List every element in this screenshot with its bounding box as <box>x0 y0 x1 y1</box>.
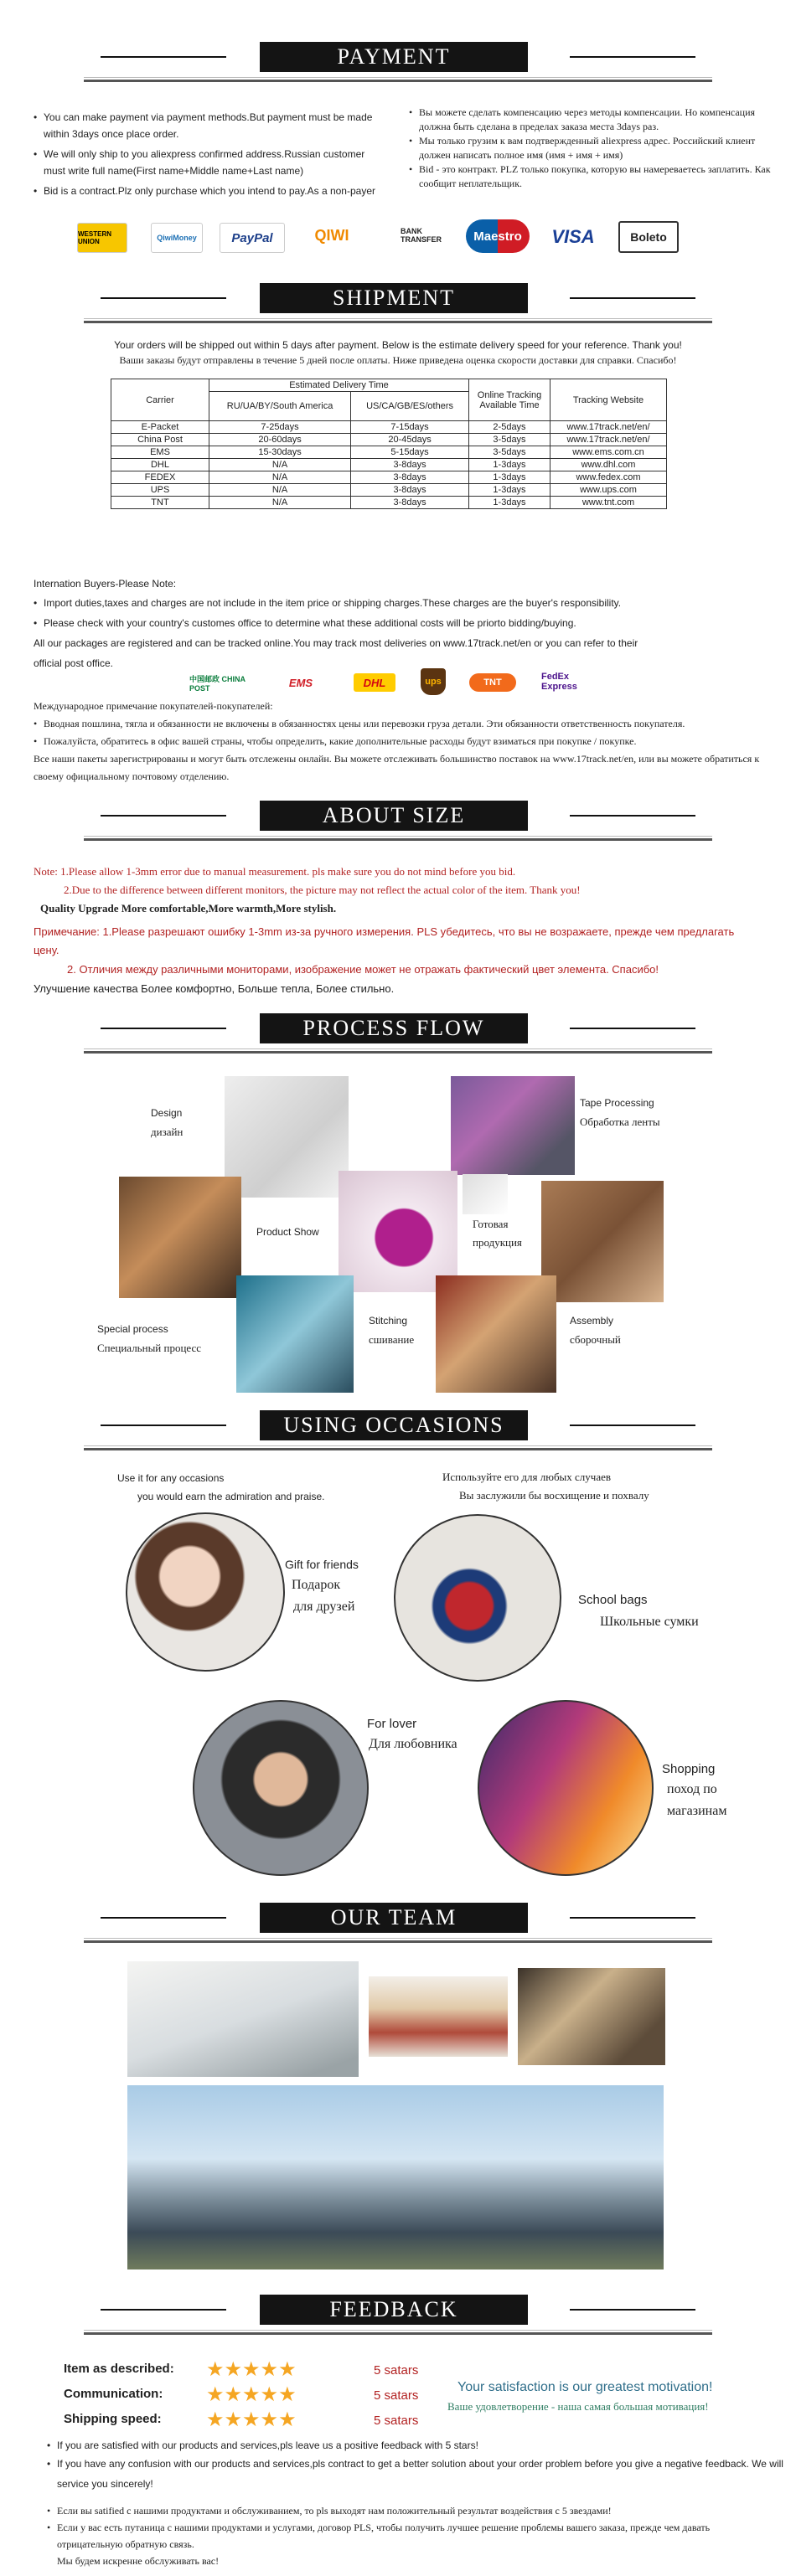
table-cell: N/A <box>209 497 351 509</box>
gift-photo <box>126 1512 285 1672</box>
table-row <box>111 459 667 471</box>
table-cell: 3-8days <box>351 471 469 484</box>
table-row <box>111 446 667 459</box>
table-cell: UPS <box>111 484 209 497</box>
design-label-ru: дизайн <box>151 1126 183 1138</box>
stars-icon: ★★★★★ <box>206 2383 297 2406</box>
about-size-banner <box>0 792 796 842</box>
school-label-ru: Школьные сумки <box>600 1615 699 1629</box>
occasions-intro-ru-1: Используйте его для любых случаев <box>442 1471 612 1483</box>
th-online: Online Tracking Available Time <box>469 379 550 421</box>
payment-note-1: • You can make payment via payment methods.But payment must be made within 3days once place order. <box>34 109 385 142</box>
stitching-photo <box>541 1181 664 1302</box>
product-show-label: Product Show <box>256 1226 319 1238</box>
shopping-label: Shopping <box>662 1762 716 1776</box>
motto-en: Your satisfaction is our greatest motivation! <box>457 2380 713 2394</box>
rating-value: 5 satars <box>374 2388 419 2403</box>
table-cell: 7-25days <box>209 421 351 434</box>
table-cell: 3-5days <box>469 446 550 459</box>
special-label-ru: Специальный процесс <box>97 1342 202 1354</box>
lover-label: For lover <box>367 1717 417 1731</box>
payment-note-2: • We will only ship to you aliexpress confirmed address.Russian customer must write full name(First name+Middle name+Last name) <box>34 146 385 179</box>
ship-note-2: • Please check with your country's customes office to determine what these additional costs will be priorto bidding/buying. <box>34 613 670 633</box>
table-cell: www.17track.net/en/ <box>550 434 667 446</box>
table-row <box>111 421 667 434</box>
size-quality-en: Quality Upgrade More comfortable,More warmth,More stylish. <box>40 902 337 914</box>
table-cell: 20-45days <box>351 434 469 446</box>
table-cell: 1-3days <box>469 471 550 484</box>
process-flow-banner <box>0 1005 796 1055</box>
th-zone1: RU/UA/BY/South America <box>209 392 351 421</box>
size-note-1: Note: 1.Please allow 1-3mm error due to manual measurement. pls make sure you do not mind before you bid. <box>34 865 516 878</box>
maestro-logo: Maestro <box>466 219 530 253</box>
shipment-title: SHIPMENT <box>260 283 528 313</box>
qiwimoney-logo: QiwiMoney <box>151 223 203 253</box>
feedback-title: FEEDBACK <box>260 2295 528 2325</box>
table-cell: www.tnt.com <box>550 497 667 509</box>
payment-notes-ru <box>409 106 778 191</box>
ship-note-3: All our packages are registered and can be tracked online.You may track most deliveries on www.17track.net/en or you can refer to their official post office. <box>34 637 638 669</box>
motto-ru: Ваше удовлетворение - наша самая большая мотивация! <box>447 2400 709 2413</box>
rating-label: Item as described: <box>64 2362 174 2376</box>
payment-note-ru-3: • Bid - это контракт. PLZ только покупка, которую вы намереваетесь заплатить. Как сообщит неплательщик. <box>409 162 778 191</box>
table-row <box>111 497 667 509</box>
lover-photo <box>193 1700 369 1876</box>
feedback-notes-en <box>47 2437 783 2494</box>
table-cell: 3-8days <box>351 484 469 497</box>
ru-heading: Международное примечание покупателей-покупателей: <box>34 700 273 712</box>
factory-photo <box>236 1275 354 1393</box>
feedback-notes-ru <box>47 2502 759 2569</box>
table-cell: 20-60days <box>209 434 351 446</box>
fedex-logo: FedEx Express <box>541 670 602 693</box>
table-cell: N/A <box>209 471 351 484</box>
stars-icon: ★★★★★ <box>206 2358 297 2381</box>
shipment-banner <box>0 275 796 325</box>
special-label: Special process <box>97 1323 168 1335</box>
about-size-title: ABOUT SIZE <box>260 801 528 831</box>
boleto-logo: Boleto <box>618 221 679 253</box>
table-cell: 7-15days <box>351 421 469 434</box>
table-cell: 1-3days <box>469 459 550 471</box>
office-lobby-photo <box>127 1961 359 2077</box>
intl-heading: Internation Buyers-Please Note: <box>34 578 177 590</box>
table-cell: 1-3days <box>469 497 550 509</box>
table-cell: China Post <box>111 434 209 446</box>
th-zone2: US/CA/GB/ES/others <box>351 392 469 421</box>
occasions-intro-en-2: you would earn the admiration and praise. <box>137 1491 325 1502</box>
size-note-2: 2.Due to the difference between different monitors, the picture may not reflect the actual color of the item. Thank you! <box>64 884 581 896</box>
ready-label-2: продукция <box>473 1236 522 1249</box>
tape-photo <box>451 1076 575 1175</box>
payment-notes-en <box>34 109 385 199</box>
table-row <box>111 471 667 484</box>
qiwi-logo: QIWI <box>298 221 365 250</box>
feedback-note-ru-3: Мы будем искренне обслуживать вас! <box>57 2555 220 2567</box>
rating-value: 5 satars <box>374 2414 419 2428</box>
paypal-logo: PayPal <box>220 223 285 253</box>
ship-note-ru-2: • Пожалуйста, обратитесь в офис вашей страны, чтобы определить, какие дополнительные расходы будут взиматься при покупке / покупке. <box>34 733 762 750</box>
table-cell: www.17track.net/en/ <box>550 421 667 434</box>
gift-label-ru-2: для друзей <box>293 1600 355 1614</box>
rating-label: Communication: <box>64 2387 163 2401</box>
assembly-label-ru: сборочный <box>570 1333 621 1346</box>
stars-icon: ★★★★★ <box>206 2409 297 2431</box>
team-banner <box>0 1894 796 1945</box>
headquarters-building-photo <box>127 2085 664 2269</box>
payment-note-3: • Bid is a contract.Plz only purchase which you intend to pay.As a non-payer <box>34 183 385 199</box>
occasions-intro-ru-2: Вы заслужили бы восхищение и похвалу <box>459 1489 649 1502</box>
bank-transfer-logo: BANK TRANSFER <box>401 221 451 250</box>
th-estimated: Estimated Delivery Time <box>209 379 469 392</box>
rating-row <box>64 2360 432 2385</box>
feedback-note-2: • If you have any confusion with our products and services,pls contract to get a better solution about your order problem before you give a negative feedback. We will service you sincerely! <box>47 2454 794 2494</box>
store-photo <box>518 1968 665 2065</box>
occasions-banner <box>0 1402 796 1452</box>
table-cell: www.ups.com <box>550 484 667 497</box>
table-cell: N/A <box>209 459 351 471</box>
team-title: OUR TEAM <box>260 1903 528 1933</box>
table-cell: E-Packet <box>111 421 209 434</box>
payment-title: PAYMENT <box>260 42 528 72</box>
product-thumb-photo <box>463 1174 508 1214</box>
occasions-title: USING OCCASIONS <box>260 1410 528 1440</box>
payment-note-ru-2: • Мы только грузим к вам подтвержденный aliexpress адрес. Российский клиент должен написать полное имя (имя + имя + имя) <box>409 134 778 162</box>
ups-logo: ups <box>421 668 446 695</box>
shopping-label-ru-1: поход по <box>667 1782 717 1796</box>
rating-label: Shipping speed: <box>64 2412 162 2426</box>
table-cell: 15-30days <box>209 446 351 459</box>
feedback-note-ru-2: • Если у вас есть путаница с нашими продуктами и услугами, договор PLS, чтобы получить лучшее решение проблемы вашего заказа, прежде чем давать отрицательную обратную связь. <box>47 2519 759 2553</box>
rating-row <box>64 2385 432 2410</box>
design-label: Design <box>151 1107 183 1119</box>
shipping-notes-ru <box>34 715 762 786</box>
table-cell: FEDEX <box>111 471 209 484</box>
ship-note-ru-3: Все наши пакеты зарегистрированы и могут быть отслежены онлайн. Вы можете отслеживать большинство поставок на www.17track.net/en, или вы можете обратиться к своему официальному почтовому отделению. <box>34 753 760 782</box>
payment-banner <box>0 33 796 84</box>
assembly-photo <box>436 1275 556 1393</box>
design-photo <box>225 1076 349 1198</box>
tape-label-ru: Обработка ленты <box>580 1115 660 1128</box>
table-row <box>111 484 667 497</box>
feedback-banner <box>0 2286 796 2336</box>
ready-label: Готовая <box>473 1218 509 1230</box>
table-cell: TNT <box>111 497 209 509</box>
tape-label: Tape Processing <box>580 1097 654 1109</box>
gift-label-ru-1: Подарок <box>292 1578 341 1592</box>
shipping-table <box>111 379 667 509</box>
shipment-intro-ru: Ваши заказы будут отправлены в течение 5 дней после оплаты. Ниже приведена оценка скорости доставки для справки. Спасибо! <box>119 354 677 366</box>
special-process-photo <box>119 1177 241 1298</box>
payment-note-ru-1: • Вы можете сделать компенсацию через методы компенсации. Но компенсация должна быть сделана в пределах заказа места 3days раз. <box>409 106 778 134</box>
shopping-label-ru-2: магазинам <box>667 1804 727 1818</box>
table-cell: www.fedex.com <box>550 471 667 484</box>
feedback-note-ru-1: • Если вы satified с нашими продуктами и обслуживанием, то pls выходят нам положительный результат воздействия с 5 звездами! <box>47 2502 759 2519</box>
ems-logo: EMS <box>275 673 327 692</box>
table-cell: 3-8days <box>351 497 469 509</box>
size-note-ru-2: 2. Отличия между различными мониторами, изображение может не отражать фактический цвет элемента. Спасибо! <box>67 963 659 976</box>
stitching-label-ru: сшивание <box>369 1333 415 1346</box>
table-cell: 3-5days <box>469 434 550 446</box>
size-quality-ru: Улучшение качества Более комфортно, Больше тепла, Более стильно. <box>34 982 395 995</box>
product-show-photo <box>339 1171 457 1292</box>
school-label: School bags <box>578 1593 648 1607</box>
process-flow-title: PROCESS FLOW <box>260 1013 528 1043</box>
shipment-intro-en: Your orders will be shipped out within 5 days after payment. Below is the estimate delivery speed for your reference. Thank you! <box>114 339 682 351</box>
shipping-notes-en <box>34 593 670 673</box>
western-union-logo: WESTERN UNION <box>77 223 127 253</box>
shopping-photo <box>478 1700 654 1876</box>
tnt-logo: TNT <box>469 673 516 692</box>
table-cell: DHL <box>111 459 209 471</box>
table-cell: 5-15days <box>351 446 469 459</box>
ship-note-1: • Import duties,taxes and charges are not include in the item price or shipping charges.These charges are the buyer's responsibility. <box>34 593 670 613</box>
lover-label-ru: Для любовника <box>369 1737 457 1751</box>
table-cell: EMS <box>111 446 209 459</box>
gift-label: Gift for friends <box>285 1558 359 1571</box>
rating-value: 5 satars <box>374 2363 419 2378</box>
school-photo <box>394 1514 561 1682</box>
feedback-note-1: • If you are satisfied with our products and services,pls leave us a positive feedback with 5 stars! <box>47 2437 776 2454</box>
table-cell: N/A <box>209 484 351 497</box>
table-cell: 1-3days <box>469 484 550 497</box>
size-note-ru-1: Примечание: 1.Please разрешают ошибку 1-3mm из-за ручного измерения. PLS убедитесь, что вы не возражаете, прежде чем предлагать цену. <box>34 925 735 956</box>
stitching-label: Stitching <box>369 1315 408 1327</box>
feedback-ratings <box>64 2360 432 2435</box>
visa-logo: VISA <box>543 223 603 251</box>
ship-note-ru-1: • Вводная пошлина, тягла и обязанности не включены в обязанностях цены или перевозки груза детали. Эти обязанности ответственность покупателя. <box>34 715 762 733</box>
occasions-intro-en-1: Use it for any occasions <box>117 1472 225 1484</box>
rating-row <box>64 2410 432 2435</box>
table-cell: 2-5days <box>469 421 550 434</box>
china-post-logo: 中国邮政 CHINA POST <box>189 673 250 692</box>
th-website: Tracking Website <box>550 379 667 421</box>
about-size-notes <box>34 863 762 998</box>
table-cell: www.ems.com.cn <box>550 446 667 459</box>
dhl-logo: DHL <box>354 673 395 692</box>
table-row <box>111 434 667 446</box>
th-carrier: Carrier <box>111 379 209 421</box>
assembly-label: Assembly <box>570 1315 614 1327</box>
table-cell: 3-8days <box>351 459 469 471</box>
table-cell: www.dhl.com <box>550 459 667 471</box>
showroom-photo <box>369 1976 508 2057</box>
